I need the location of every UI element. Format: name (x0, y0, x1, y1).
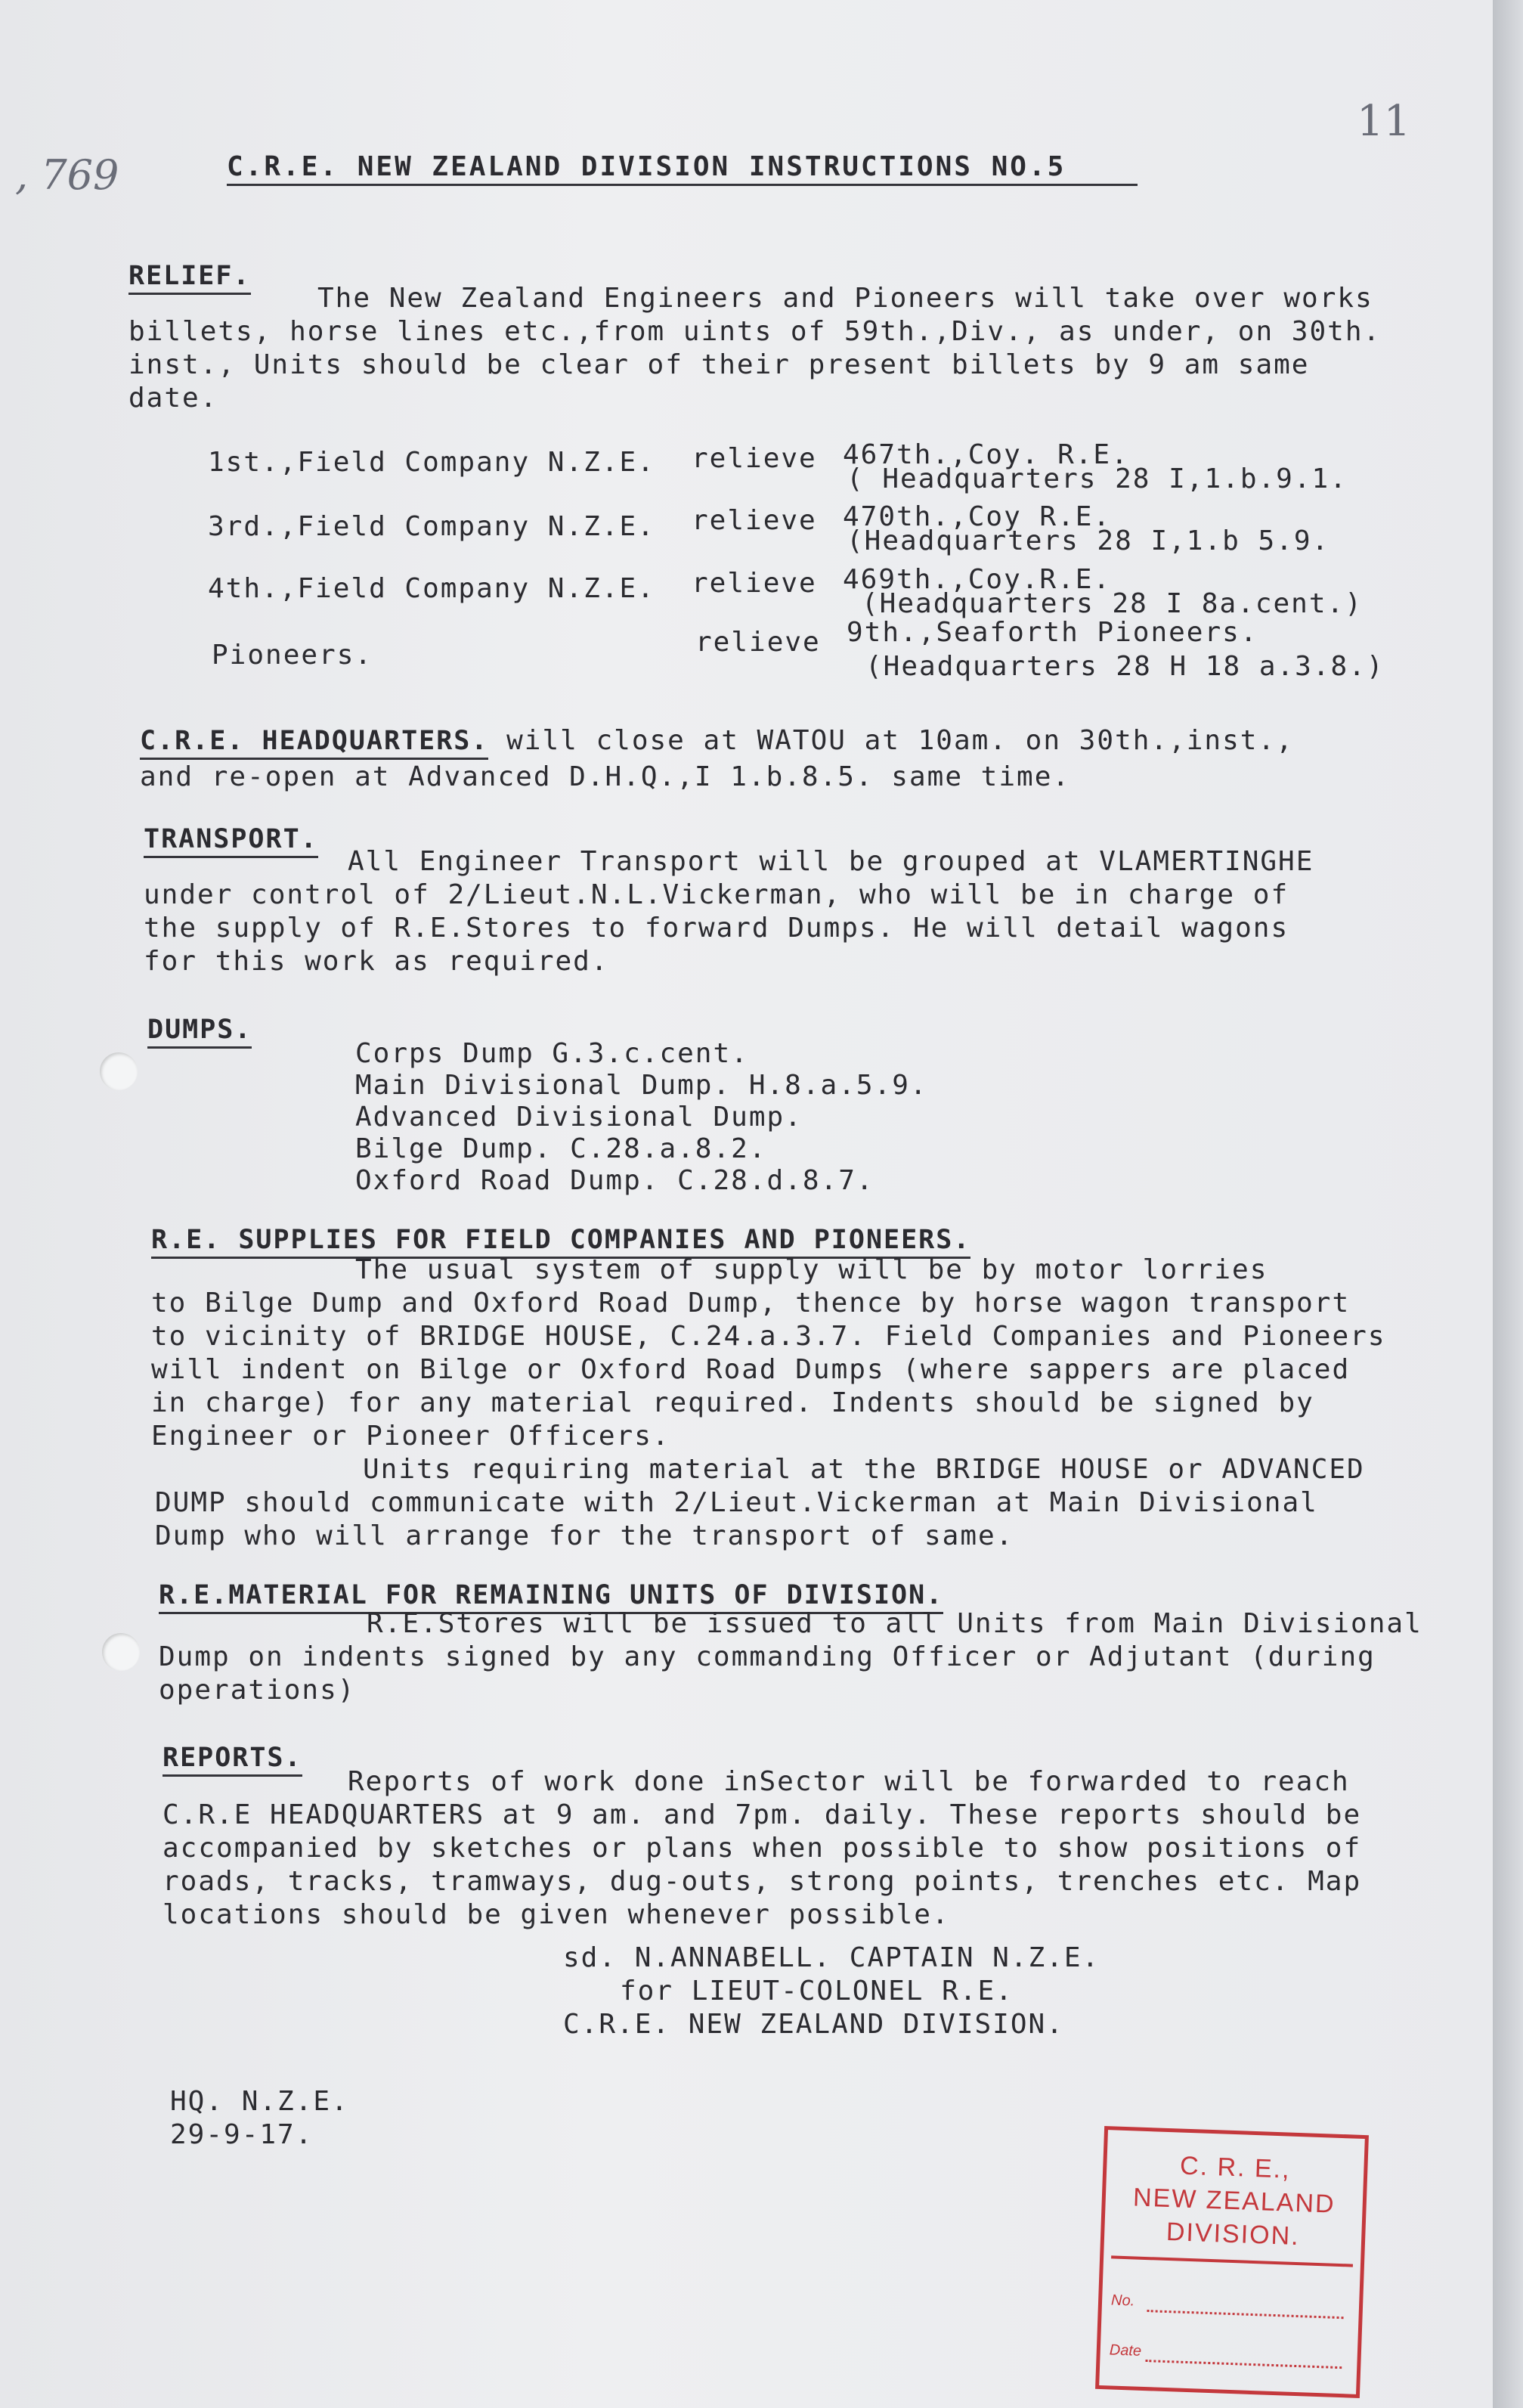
relief-target: 469th.,Coy.R.E. (843, 564, 1112, 595)
re-supplies-line: in charge) for any material required. Indents should be signed by (151, 1387, 1314, 1418)
re-supplies-line: Units requiring material at the BRIDGE HOUSE or ADVANCED (363, 1454, 1365, 1485)
page-number: 11 (1357, 97, 1411, 146)
re-supplies-line: to vicinity of BRIDGE HOUSE, C.24.a.3.7. Field Companies and Pioneers (151, 1321, 1386, 1352)
relief-unit: 1st.,Field Company N.Z.E. (208, 447, 655, 478)
cre-hq-line-1: will close at WATOU at 10am. on 30th.,inst., (488, 725, 1294, 756)
dump-item: Advanced Divisional Dump. (355, 1102, 803, 1133)
re-material-heading: R.E.MATERIAL FOR REMAINING UNITS OF DIVISION. (159, 1580, 943, 1614)
reports-line: roads, tracks, tramways, dug-outs, strong points, trenches etc. Map (163, 1866, 1362, 1897)
signature-line-1: sd. N.ANNABELL. CAPTAIN N.Z.E. (563, 1942, 1100, 1973)
relief-hq: (Headquarters 28 H 18 a.3.8.) (865, 651, 1385, 682)
relief-action: relieve (695, 627, 821, 658)
reports-line: C.R.E HEADQUARTERS at 9 am. and 7pm. daily. These reports should be (163, 1799, 1362, 1830)
reports-line: locations should be given whenever possible. (163, 1899, 950, 1930)
re-supplies-line: to Bilge Dump and Oxford Road Dump, thence by horse wagon transport (151, 1288, 1351, 1319)
dump-item: Oxford Road Dump. C.28.d.8.7. (355, 1165, 874, 1196)
relief-action: relieve (692, 443, 817, 474)
stamp-divider (1111, 2255, 1353, 2267)
signature-line-3: C.R.E. NEW ZEALAND DIVISION. (563, 2009, 1064, 2040)
transport-line-1: All Engineer Transport will be grouped at VLAMERTINGHE (348, 846, 1314, 877)
re-supplies-line: The usual system of supply will be by motor lorries (355, 1254, 1268, 1285)
relief-unit: 4th.,Field Company N.Z.E. (208, 573, 655, 604)
reports-line: accompanied by sketches or plans when possible to show positions of (163, 1833, 1362, 1864)
relief-action: relieve (692, 568, 817, 599)
cre-stamp (1095, 2126, 1369, 2398)
cre-hq-heading: C.R.E. HEADQUARTERS. (140, 726, 488, 760)
re-supplies-line: Dump who will arrange for the transport of same. (155, 1520, 1014, 1551)
transport-line-4: for this work as required. (144, 946, 609, 977)
stamp-line-2: NEW ZEALAND (1132, 2183, 1336, 2219)
page-edge-shadow (1493, 0, 1523, 2408)
re-supplies-line: DUMP should communicate with 2/Lieut.Vickerman at Main Divisional (155, 1487, 1318, 1518)
dumps-heading: DUMPS. (147, 1015, 252, 1049)
punch-hole (102, 1633, 140, 1671)
relief-unit: Pioneers. (212, 640, 373, 671)
dump-item: Main Divisional Dump. H.8.a.5.9. (355, 1070, 928, 1101)
re-material-line: Dump on indents signed by any commanding Officer or Adjutant (during (159, 1641, 1376, 1672)
re-supplies-heading: R.E. SUPPLIES FOR FIELD COMPANIES AND PIONEERS. (151, 1225, 970, 1259)
relief-line-1: The New Zealand Engineers and Pioneers will take over works (317, 283, 1373, 314)
re-material-line: R.E.Stores will be issued to all Units from Main Divisional (367, 1608, 1422, 1639)
relief-unit: 3rd.,Field Company N.Z.E. (208, 511, 655, 542)
punch-hole (100, 1052, 138, 1090)
dump-item: Bilge Dump. C.28.a.8.2. (355, 1133, 767, 1164)
relief-target: 467th.,Coy. R.E. (843, 439, 1129, 470)
transport-line-3: the supply of R.E.Stores to forward Dumps. He will detail wagons (144, 913, 1289, 944)
stamp-no-line (1147, 2310, 1344, 2319)
signature-line-2: for LIEUT-COLONEL R.E. (620, 1976, 1014, 2007)
re-material-line: operations) (159, 1675, 356, 1706)
relief-hq: (Headquarters 28 I 8a.cent.) (862, 588, 1363, 619)
footer-date: 29-9-17. (170, 2119, 314, 2150)
transport-line-2: under control of 2/Lieut.N.L.Vickerman, who will be in charge of (144, 879, 1289, 910)
relief-action: relieve (692, 505, 817, 536)
re-supplies-line: Engineer or Pioneer Officers. (151, 1421, 670, 1452)
stamp-line-3: DIVISION. (1165, 2217, 1301, 2251)
pencil-reference-number: , 769 (15, 151, 119, 199)
footer-hq: HQ. N.Z.E. (170, 2086, 349, 2117)
stamp-line-1: C. R. E., (1179, 2151, 1292, 2184)
relief-target: 470th.,Coy R.E. (843, 501, 1112, 532)
reports-line: Reports of work done inSector will be forwarded to reach (348, 1766, 1350, 1797)
relief-line-4: date. (128, 383, 218, 414)
relief-line-2: billets, horse lines etc.,from uints of 59th.,Div., as under, on 30th. (128, 316, 1382, 347)
stamp-date-label: Date (1109, 2341, 1142, 2360)
relief-hq: ( Headquarters 28 I,1.b.9.1. (847, 463, 1348, 494)
cre-hq-paragraph (140, 724, 1294, 758)
stamp-date-line (1145, 2360, 1342, 2369)
transport-heading: TRANSPORT. (144, 824, 318, 858)
dump-item: Corps Dump G.3.c.cent. (355, 1038, 749, 1069)
relief-target: 9th.,Seaforth Pioneers. (847, 617, 1258, 648)
relief-line-3: inst., Units should be clear of their present billets by 9 am same (128, 349, 1310, 380)
re-supplies-line: will indent on Bilge or Oxford Road Dumps (where sappers are placed (151, 1354, 1351, 1385)
stamp-no-label: No. (1110, 2292, 1135, 2310)
relief-hq: (Headquarters 28 I,1.b 5.9. (847, 525, 1330, 556)
cre-hq-line-2: and re-open at Advanced D.H.Q.,I 1.b.8.5. same time. (140, 761, 1071, 792)
document-title: C.R.E. NEW ZEALAND DIVISION INSTRUCTIONS NO.5 (227, 151, 1138, 186)
reports-heading: REPORTS. (163, 1743, 302, 1777)
relief-heading: RELIEF. (128, 261, 251, 295)
